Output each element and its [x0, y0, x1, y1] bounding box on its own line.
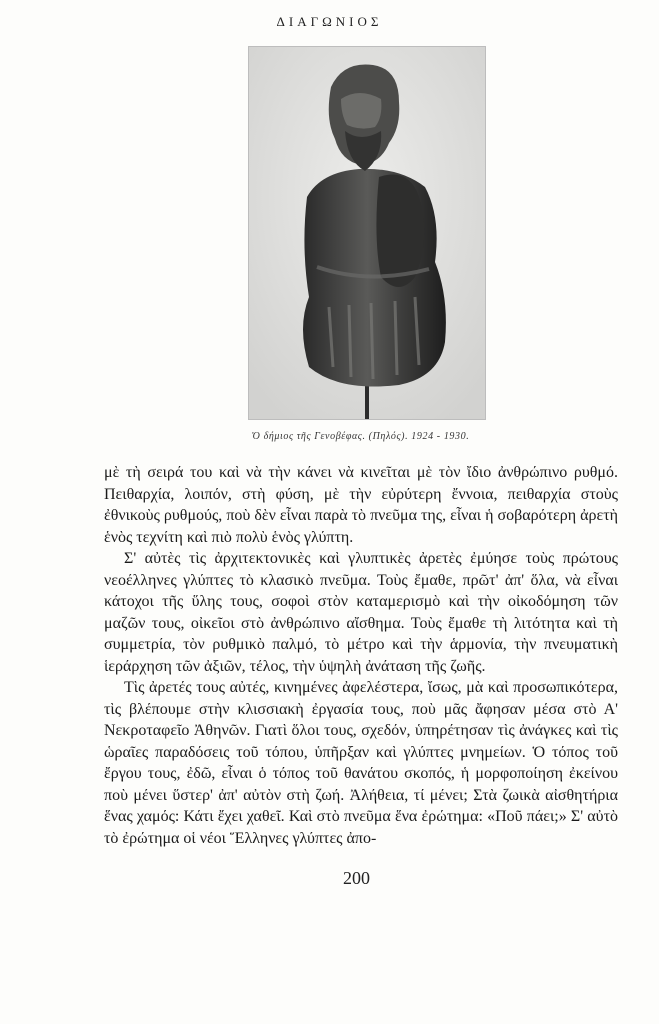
running-title: ΔΙΑΓΩΝΙΟΣ [276, 14, 383, 29]
sculpture-photograph [248, 46, 486, 420]
paragraph-2: Σ' αὐτὲς τὶς ἀρχιτεκτονικὲς καὶ γλυπτικὲς ἀρετὲς ἐμύησε τοὺς πρώτους νεοέλληνες γλύπτες τὸ κλασικὸ πνεῦμα. Τοὺς ἔμαθε, πρῶτ' ἀπ' ὅλα, νὰ εἶναι κάτοχοι τῆς ὕλης τους, σοφοὶ στὸν καταμερισμὸ καὶ τὴν οἰκοδόμηση τῶν μαζῶν τους, οἰκεῖοι στὸ ἀνθρώπινο αἴσθημα. Τοὺς ἔμαθε τὴ λιτότητα καὶ τὴ συμμετρία, τὸν ρυθμικὸ παλμό, τὸ μέτρο καὶ τὴν ἁρμονία, τὴν πνευματικὴ ἱεράρχηση τῶν ἀξιῶν, τέλος, τὴν ὑψηλὴ ἀνάταση τῆς ζωῆς. [104, 550, 618, 675]
paragraph-1: μὲ τὴ σειρά του καὶ νὰ τὴν κάνει νὰ κινεῖται μὲ τὸν ἴδιο ἀνθρώπινο ρυθμό. Πειθαρχία, λοιπόν, στὴ φύση, μὲ τὴν εὐρύτερη ἔννοια, πειθαρχία στοὺς ἐθνικοὺς ρυθμούς, ποὺ δὲν εἶναι παρὰ τὸ πνεῦμα της, εἶναι ἡ σοβαρότερη ἀρετὴ ἑνὸς τεχνίτη καὶ πιὸ πολὺ ἑνὸς γλύπτη. [104, 464, 618, 546]
body-text [104, 462, 618, 849]
sculpture-photo-image [249, 47, 485, 419]
paragraph-3: Τὶς ἀρετές τους αὐτές, κινημένες ἀφελέστερα, ἴσως, μὰ καὶ προσωπικότερα, τὶς βλέπουμε στὴν κλισσιακὴ ἐργασία τους, ποὺ μᾶς ἄφησαν μέσα στὸ Α' Νεκροταφεῖο Ἀθηνῶν. Γιατὶ ὅλοι τους, σχεδόν, ὑπηρέτησαν τὶς ἀνάγκες καὶ τὶς ὡραῖες παραδόσεις τοῦ τόπου, ὑπῆρξαν καὶ γλύπτες μνημείων. Ὁ τόπος τοῦ ἔργου τους, ἐδῶ, εἶναι ὁ τόπος τοῦ θανάτου σκοπός, ἡ μορφοποίηση ἐκείνου ποὺ μένει ὕστερ' ἀπ' αὐτὸν στὴ ζωή. Ἀλήθεια, τί μένει; Στὰ ζωικὰ αἰσθητήρια ἕνας χαμός: Κάτι ἔχει χαθεῖ. Καὶ στὸ πνεῦμα ἕνα ἐρώτημα: «Ποῦ πάει;» Σ' αὐτὸ τὸ ἐρώτημα οἱ νέοι Ἕλληνες γλύπτες ἀπο- [104, 679, 618, 847]
figure-caption: Ὁ δήμιος τῆς Γενοβέφας. (Πηλός). 1924 - 1930. [251, 431, 470, 442]
page-number: 200 [343, 868, 370, 888]
